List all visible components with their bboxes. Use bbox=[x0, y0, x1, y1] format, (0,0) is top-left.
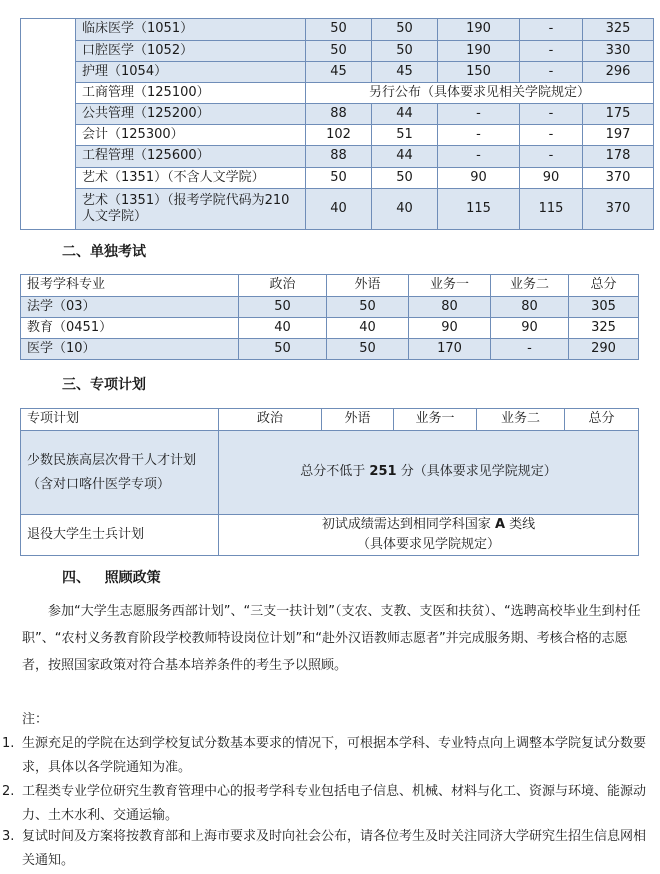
politics-score: 40 bbox=[306, 189, 372, 230]
section-heading: 二、单独考试 bbox=[62, 244, 146, 260]
politics-score: 50 bbox=[239, 297, 327, 318]
subject2-score: - bbox=[520, 62, 583, 83]
major-name: 口腔医学（1052） bbox=[76, 41, 306, 62]
politics-score: 88 bbox=[306, 146, 372, 168]
politics-score: 102 bbox=[306, 125, 372, 146]
language-score: 51 bbox=[372, 125, 438, 146]
subject1-score: 80 bbox=[409, 297, 491, 318]
column-header: 业务二 bbox=[477, 409, 565, 431]
language-score: 44 bbox=[372, 104, 438, 125]
column-header: 专项计划 bbox=[21, 409, 219, 431]
subject2-score: - bbox=[520, 19, 583, 41]
subject2-score: - bbox=[520, 125, 583, 146]
table-row bbox=[21, 297, 639, 318]
column-header: 外语 bbox=[322, 409, 394, 431]
column-header: 业务二 bbox=[491, 275, 569, 297]
table-row bbox=[21, 62, 654, 83]
merged-note-cell: 另行公布（具体要求见相关学院规定） bbox=[306, 83, 654, 104]
subject1-score: 115 bbox=[438, 189, 520, 230]
note-item bbox=[2, 732, 647, 780]
special-program-table bbox=[20, 408, 639, 556]
politics-score: 50 bbox=[306, 19, 372, 41]
major-name: 医学（10） bbox=[21, 339, 239, 360]
requirement-text: 初试成绩需达到相同学科国家 bbox=[321, 517, 495, 532]
major-name: 临床医学（1051） bbox=[76, 19, 306, 41]
table-row bbox=[21, 104, 654, 125]
total-score: 370 bbox=[583, 168, 654, 189]
grade-level: A bbox=[494, 517, 506, 532]
major-name: 艺术（1351）（不含人文学院） bbox=[76, 168, 306, 189]
table-row bbox=[21, 168, 654, 189]
separate-exam-table bbox=[20, 274, 639, 360]
policy-paragraph: 参加“大学生志愿服务西部计划”、“三支一扶计划”（支农、支教、支医和扶贫）、“选聘高校毕业生到村任职”、“农村义务教育阶段学校教师特设岗位计划”和“赴外汉语教师志愿者”并完成服务期、考核合格的志愿者，按照国家政策对符合基本培养条件的考生予以照顾。 bbox=[22, 604, 641, 673]
subject2-score: 90 bbox=[520, 168, 583, 189]
program-requirement bbox=[219, 431, 639, 515]
note-text: 生源充足的学院在达到学校复试分数基本要求的情况下，可根据本学科、专业特点向上调整本学院复试分数要求，具体以各学院通知为准。 bbox=[22, 736, 647, 775]
subject2-score: - bbox=[520, 41, 583, 62]
politics-score: 40 bbox=[239, 318, 327, 339]
table-header-row bbox=[21, 275, 639, 297]
language-score: 50 bbox=[372, 41, 438, 62]
note-text: 工程类专业学位研究生教育管理中心的报考学科专业包括电子信息、机械、材料与化工、资源与环境、能源动力、土木水利、交通运输。 bbox=[22, 784, 647, 823]
total-score: 290 bbox=[569, 339, 639, 360]
table-row bbox=[21, 431, 639, 515]
subject1-score: 90 bbox=[438, 168, 520, 189]
column-header: 业务一 bbox=[394, 409, 477, 431]
column-header: 外语 bbox=[327, 275, 409, 297]
subject2-score: - bbox=[491, 339, 569, 360]
total-score: 370 bbox=[583, 189, 654, 230]
table-header-row bbox=[21, 409, 639, 431]
table-row bbox=[21, 318, 639, 339]
total-score: 325 bbox=[569, 318, 639, 339]
major-name: 工程管理（125600） bbox=[76, 146, 306, 168]
major-name: 工商管理（125100） bbox=[76, 83, 306, 104]
note-item bbox=[2, 780, 647, 828]
subject1-score: 150 bbox=[438, 62, 520, 83]
total-score: 296 bbox=[583, 62, 654, 83]
column-header: 政治 bbox=[219, 409, 322, 431]
major-name: 公共管理（125200） bbox=[76, 104, 306, 125]
section-heading: 四、 照顾政策 bbox=[62, 570, 161, 586]
total-score: 178 bbox=[583, 146, 654, 168]
subject1-score: 190 bbox=[438, 41, 520, 62]
column-header: 报考学科专业 bbox=[21, 275, 239, 297]
admission-score-table bbox=[20, 18, 654, 230]
politics-score: 88 bbox=[306, 104, 372, 125]
total-score: 325 bbox=[583, 19, 654, 41]
table-row bbox=[21, 339, 639, 360]
major-name: 艺术（1351）（报考学院代码为210人文学院） bbox=[76, 189, 306, 230]
major-name: 护理（1054） bbox=[76, 62, 306, 83]
subject2-score: 90 bbox=[491, 318, 569, 339]
politics-score: 50 bbox=[239, 339, 327, 360]
major-name: 教育（0451） bbox=[21, 318, 239, 339]
notes-label: 注： bbox=[22, 712, 49, 727]
politics-score: 50 bbox=[306, 168, 372, 189]
note-number: 2. bbox=[2, 784, 15, 799]
language-score: 50 bbox=[327, 297, 409, 318]
column-header: 总分 bbox=[565, 409, 639, 431]
note-number: 3. bbox=[2, 829, 15, 844]
note-item bbox=[2, 825, 647, 873]
language-score: 50 bbox=[372, 168, 438, 189]
table-row bbox=[21, 41, 654, 62]
politics-score: 45 bbox=[306, 62, 372, 83]
language-score: 50 bbox=[327, 339, 409, 360]
subject1-score: - bbox=[438, 125, 520, 146]
total-score: 330 bbox=[583, 41, 654, 62]
major-name: 法学（03） bbox=[21, 297, 239, 318]
requirement-line: （具体要求见学院规定） bbox=[356, 537, 500, 552]
table-row bbox=[21, 146, 654, 168]
minimum-score: 251 bbox=[369, 464, 397, 480]
subject2-score: 80 bbox=[491, 297, 569, 318]
subject1-score: - bbox=[438, 104, 520, 125]
total-score: 305 bbox=[569, 297, 639, 318]
table-row bbox=[21, 19, 654, 41]
politics-score: 50 bbox=[306, 41, 372, 62]
table-row bbox=[21, 83, 654, 104]
table-row bbox=[21, 189, 654, 230]
total-score: 175 bbox=[583, 104, 654, 125]
requirement-text: 分（具体要求见学院规定） bbox=[396, 464, 557, 480]
language-score: 45 bbox=[372, 62, 438, 83]
requirement-text: 类线 bbox=[505, 517, 536, 532]
language-score: 40 bbox=[327, 318, 409, 339]
subject1-score: - bbox=[438, 146, 520, 168]
requirement-text: 总分不低于 bbox=[300, 464, 370, 480]
program-name: 退役大学生士兵计划 bbox=[21, 515, 219, 556]
column-header: 总分 bbox=[569, 275, 639, 297]
subject2-score: 115 bbox=[520, 189, 583, 230]
table-row bbox=[21, 515, 639, 556]
program-requirement bbox=[219, 515, 639, 556]
language-score: 44 bbox=[372, 146, 438, 168]
column-header: 政治 bbox=[239, 275, 327, 297]
subject1-score: 170 bbox=[409, 339, 491, 360]
note-number: 1. bbox=[2, 736, 15, 751]
program-name: 少数民族高层次骨干人才计划（含对口喀什医学专项） bbox=[21, 431, 219, 515]
note-text: 复试时间及方案将按教育部和上海市要求及时向社会公布，请各位考生及时关注同济大学研究生招生信息网相关通知。 bbox=[22, 829, 647, 868]
total-score: 197 bbox=[583, 125, 654, 146]
section-heading: 三、专项计划 bbox=[62, 377, 146, 393]
requirement-line bbox=[222, 515, 635, 535]
subject1-score: 190 bbox=[438, 19, 520, 41]
major-name: 会计（125300） bbox=[76, 125, 306, 146]
table-row bbox=[21, 125, 654, 146]
subject1-score: 90 bbox=[409, 318, 491, 339]
column-header: 业务一 bbox=[409, 275, 491, 297]
subject2-score: - bbox=[520, 146, 583, 168]
subject2-score: - bbox=[520, 104, 583, 125]
language-score: 50 bbox=[372, 19, 438, 41]
language-score: 40 bbox=[372, 189, 438, 230]
merged-category-cell bbox=[21, 19, 76, 230]
